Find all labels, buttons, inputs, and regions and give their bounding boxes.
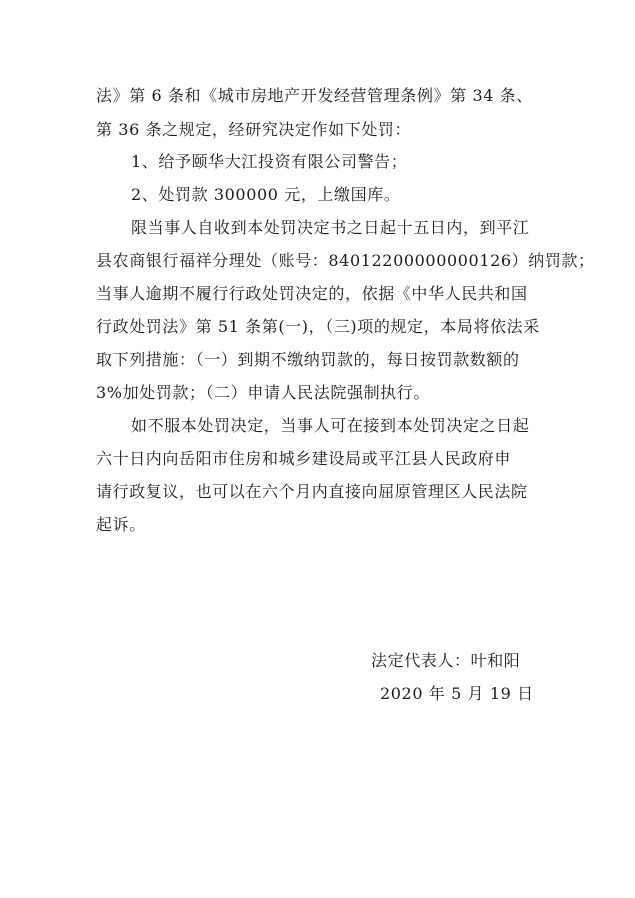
appeal-paragraph-line-4: 起诉。 — [96, 515, 146, 534]
appeal-paragraph-line-2: 六十日内向岳阳市住房和城乡建设局或平江县人民政府申 — [96, 449, 512, 468]
penalty-item-2: 2、处罚款 300000 元，上缴国库。 — [131, 185, 401, 204]
payment-paragraph-line-2: 县农商银行福祥分理处（账号：84012200000000126）纳罚款； — [96, 251, 595, 270]
penalty-item-1: 1、给予颐华大江投资有限公司警告； — [131, 152, 408, 171]
payment-paragraph-line-5: 取下列措施：（一）到期不缴纳罚款的，每日按罚款数额的 — [96, 350, 520, 369]
body-line-2: 第 36 条之规定，经研究决定作如下处罚： — [96, 120, 412, 139]
body-line-1: 法》第 6 条和《城市房地产开发经营管理条例》第 34 条、 — [96, 86, 533, 105]
payment-paragraph-line-4: 行政处罚法》第 51 条第(一)，（三)项的规定，本局将依法采 — [96, 317, 540, 336]
appeal-paragraph-line-1: 如不服本处罚决定，当事人可在接到本处罚决定之日起 — [131, 416, 530, 435]
document-date: 2020 年 5 月 19 日 — [380, 684, 534, 703]
payment-paragraph-line-1: 限当事人自收到本处罚决定书之日起十五日内，到平江 — [131, 218, 530, 237]
payment-paragraph-line-6: 3%加处罚款；（二）申请人民法院强制执行。 — [96, 383, 430, 402]
appeal-paragraph-line-3: 请行政复议，也可以在六个月内直接向屈原管理区人民法院 — [96, 482, 528, 501]
payment-paragraph-line-3: 当事人逾期不履行行政处罚决定的，依据《中华人民共和国 — [96, 284, 528, 303]
legal-representative: 法定代表人：叶和阳 — [371, 651, 521, 670]
